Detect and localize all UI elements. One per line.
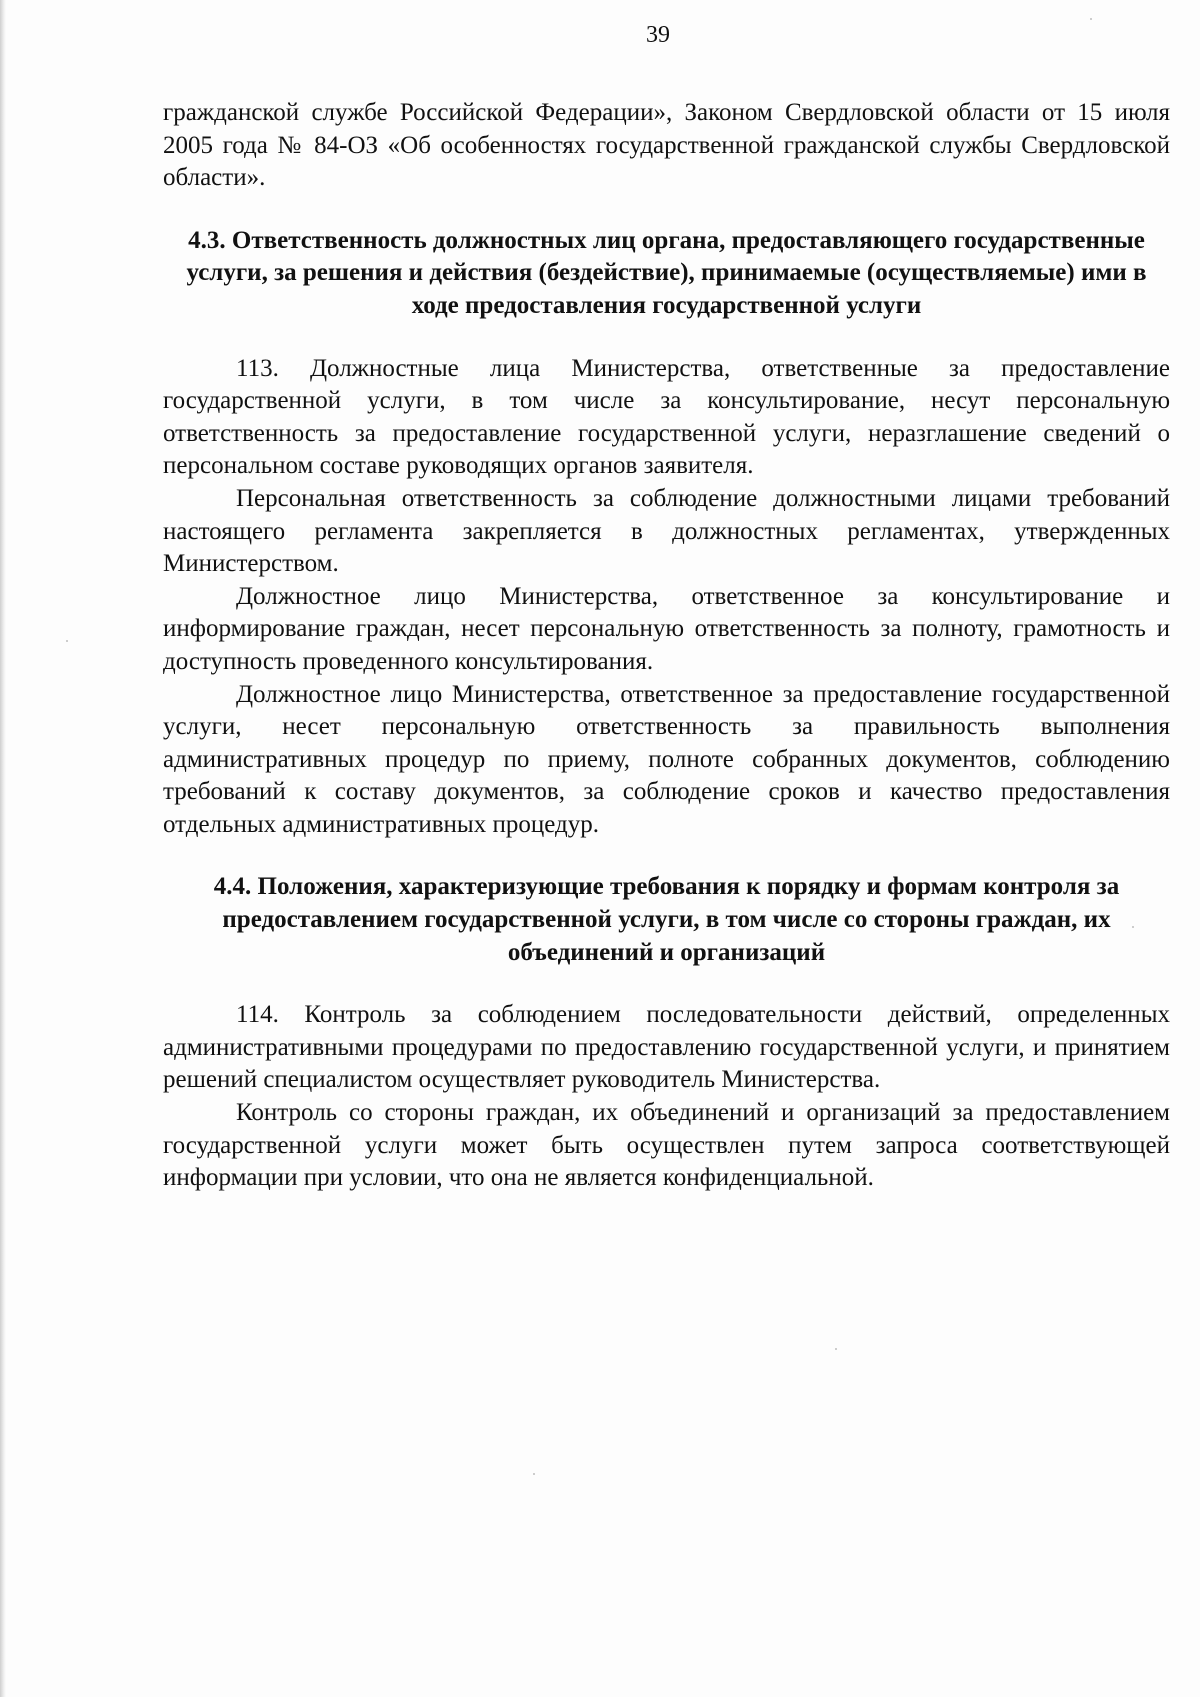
paragraph-citizen-control: Контроль со стороны граждан, их объединений и организаций за предоставлением государственной услуги может быть осуществлен путем запроса соответствующей информации при условии, что она не является конфиденциальной. <box>163 1099 1170 1192</box>
paragraph-personal-responsibility: Персональная ответственность за соблюдение должностными лицами требований настоящего регламента закрепляется в должностных регламентах, утвержденных Министерством. <box>163 484 1170 578</box>
paragraph-consulting-responsibility: Должностное лицо Министерства, ответственное за консультирование и информирование граждан, несет персональную ответственность за полноту, грамотность и доступность проведенного консультирования. <box>163 582 1170 675</box>
paragraph-113: 113. Должностные лица Министерства, ответственные за предоставление государственной услуги, в том числе за консультирование, несут персональную ответственность за предоставление государственной услуги, неразглашение сведений о персональном составе руководящих органов заявителя. <box>163 354 1170 480</box>
scan-edge-shadow <box>0 0 6 1697</box>
paragraph-114: 114. Контроль за соблюдением последовательности действий, определенных административными процедурами по предоставлению государственной услуги, и принятием решений специалистом осуществляет руководитель Министерства. <box>163 1001 1170 1094</box>
section-4-4-heading: 4.4. Положения, характеризующие требования к порядку и формам контроля за предоставлением государственной услуги, в том числе со стороны граждан, их объединений и организаций <box>213 873 1120 966</box>
section-4-3-heading: 4.3. Ответственность должностных лиц органа, предоставляющего государственные услуги, за решения и действия (бездействие), принимаемые (осуществляемые) ими в ходе предоставления государственной услуги <box>186 226 1147 319</box>
scan-speck <box>1132 926 1134 928</box>
scan-speck <box>1090 18 1092 20</box>
scan-speck <box>533 1473 535 1475</box>
paragraph-service-responsibility: Должностное лицо Министерства, ответственное за предоставление государственной услуги, несет персональную ответственность за правильность выполнения административных процедур по приему, полноте собранных документов, соблюдению требований к составу документов, за соблюдение сроков и качество предоставления отдельных административных процедур. <box>163 680 1170 838</box>
continuation-paragraph: гражданской службе Российской Федерации», Законом Свердловской области от 15 июля 2005 года № 84-ОЗ «Об особенностях государственной гражданской службы Свердловской области». <box>163 99 1170 192</box>
scan-speck <box>66 640 68 642</box>
scan-speck <box>835 1348 837 1350</box>
page-number: 39 <box>646 22 670 48</box>
document-body <box>163 97 1170 1195</box>
